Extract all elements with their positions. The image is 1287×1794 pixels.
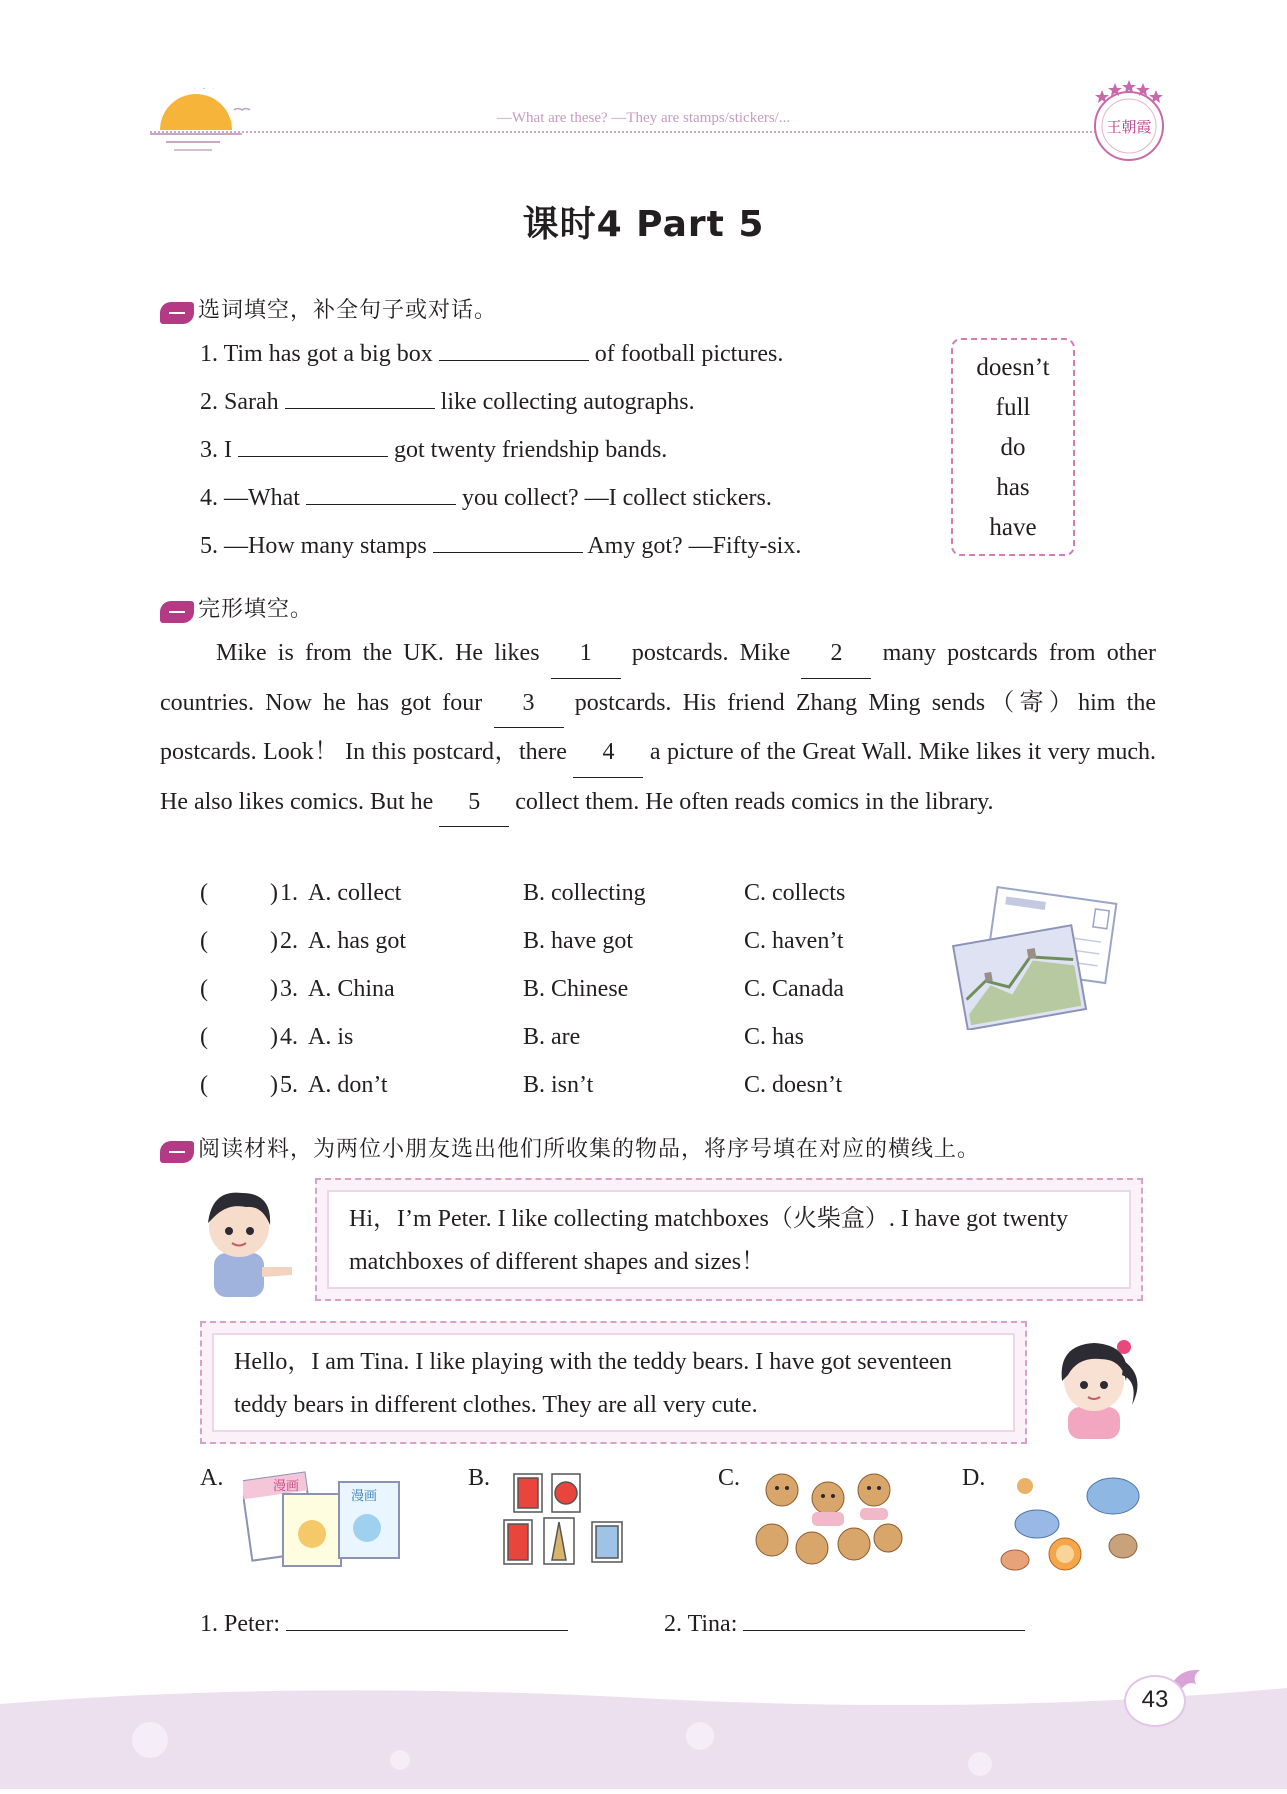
option-c[interactable]: C. haven’t [744, 928, 844, 954]
choice-row-4: ( ) 4 . A. is B. are C. has [200, 1024, 804, 1050]
answer-blank[interactable] [433, 530, 583, 553]
tina-answer-blank[interactable] [743, 1608, 1025, 1631]
cloze-blank-5[interactable]: 5 [439, 778, 509, 828]
tina-speech-text: Hello，I am Tina. I like playing with the teddy bears. I have got seventeen teddy bears in different clothes. They are all very cute. [212, 1333, 1015, 1432]
answer-slot[interactable] [214, 1072, 270, 1100]
answer-blank[interactable] [285, 386, 435, 409]
option-a[interactable]: A. China [308, 976, 395, 1002]
tina-answer-label: 2. Tina: [664, 1611, 738, 1637]
teddy-bears-picture[interactable] [750, 1468, 905, 1573]
cloze-blank-3[interactable]: 3 [494, 679, 564, 729]
section3-heading: 阅读材料，为两位小朋友选出他们所收集的物品，将序号填在对应的横线上。 [198, 1137, 981, 1162]
tina-answer-row [664, 1608, 1025, 1638]
option-c[interactable]: C. doesn’t [744, 1072, 843, 1098]
tina-avatar [1040, 1325, 1150, 1440]
matchboxes-picture[interactable] [500, 1470, 635, 1570]
section-number-badge [160, 302, 194, 324]
page-number: 43 [1124, 1675, 1186, 1727]
fill-sentence-1: 1. Tim has got a big box of football pictures. [200, 338, 783, 368]
section2-header [160, 592, 313, 623]
cloze-blank-2[interactable]: 2 [801, 629, 871, 679]
option-c[interactable]: C. Canada [744, 976, 844, 1002]
answer-slot[interactable] [214, 1024, 270, 1052]
choice-row-2: ( ) 2 . A. has got B. have got C. haven’t [200, 928, 844, 954]
word-bank-item: have [989, 514, 1037, 541]
peter-avatar [192, 1175, 300, 1300]
option-a[interactable]: A. collect [308, 880, 402, 906]
section2-heading: 完形填空。 [198, 597, 314, 622]
publisher-seal-icon [1088, 76, 1170, 166]
peter-answer-blank[interactable] [286, 1608, 568, 1631]
peter-answer-label: 1. Peter: [200, 1611, 280, 1637]
choice-row-3: ( ) 3 . A. China B. Chinese C. Canada [200, 976, 844, 1002]
answer-slot[interactable] [214, 976, 270, 1004]
option-a[interactable]: A. is [308, 1024, 354, 1050]
question-number: 3 [280, 976, 292, 1002]
answer-blank[interactable] [306, 482, 456, 505]
svg-text:漫画: 漫画 [351, 1489, 378, 1504]
word-bank-item: doesn’t [976, 354, 1050, 381]
fill-sentence-3: 3. I got twenty friendship bands. [200, 434, 667, 464]
answer-slot[interactable] [214, 928, 270, 956]
footer-band [0, 1680, 1287, 1789]
option-label-d: D. [962, 1465, 986, 1491]
cloze-passage: Mike is from the UK. He likes 1 postcards. Mike 2 many postcards from other countries. Now he has got four 3 postcards. His friend Zhang Ming sends（寄）him the postcards. Look！ In this postcard，there 4 a picture of the Great Wall. Mike likes it very much. He also likes comics. But he 5 collect them. He often reads comics in the library. [160, 629, 1156, 827]
running-title: —What are these? —They are stamps/stickers/... [496, 110, 791, 126]
fill-sentence-5: 5. —How many stamps Amy got? —Fifty-six. [200, 530, 801, 560]
great-wall-postcard-image [950, 885, 1120, 1030]
option-label-c: C. [718, 1465, 741, 1491]
peter-speech-box [315, 1178, 1143, 1301]
peter-speech-text: Hi，I’m Peter. I like collecting matchboxes（火柴盒）. I have got twenty matchboxes of different shapes and sizes！ [327, 1190, 1131, 1289]
option-b[interactable]: B. collecting [523, 880, 646, 906]
section3-header [160, 1132, 980, 1163]
peter-answer-row [200, 1608, 568, 1638]
answer-blank[interactable] [439, 338, 589, 361]
fill-sentence-2: 2. Sarah like collecting autographs. [200, 386, 695, 416]
option-label-a: A. [200, 1465, 224, 1491]
word-bank-item: has [996, 474, 1030, 501]
choice-row-1: ( ) 1 . A. collect B. collecting C. collects [200, 880, 846, 906]
section1-heading: 选词填空，补全句子或对话。 [198, 298, 498, 323]
section-number-badge [160, 1141, 194, 1163]
cloze-blank-4[interactable]: 4 [573, 728, 643, 778]
animal-toys-picture[interactable] [995, 1468, 1145, 1578]
option-c[interactable]: C. collects [744, 880, 846, 906]
question-number: 1 [280, 880, 292, 906]
option-b[interactable]: B. are [523, 1024, 581, 1050]
section-number-badge [160, 601, 194, 623]
svg-text:王朝霞: 王朝霞 [1106, 118, 1152, 136]
answer-blank[interactable] [238, 434, 388, 457]
choice-row-5: ( ) 5 . A. don’t B. isn’t C. doesn’t [200, 1072, 843, 1098]
header-divider [150, 131, 1100, 133]
fill-sentence-4: 4. —What you collect? —I collect stickers. [200, 482, 772, 512]
cloze-blank-1[interactable]: 1 [551, 629, 621, 679]
option-a[interactable]: A. has got [308, 928, 406, 954]
option-label-b: B. [468, 1465, 491, 1491]
option-b[interactable]: B. have got [523, 928, 633, 954]
option-b[interactable]: B. isn’t [523, 1072, 594, 1098]
question-number: 4 [280, 1024, 292, 1050]
option-c[interactable]: C. has [744, 1024, 804, 1050]
word-bank-item: do [1000, 434, 1026, 461]
answer-slot[interactable] [214, 880, 270, 908]
page-title: 课时4 Part 5 [522, 204, 765, 245]
word-bank [951, 338, 1075, 556]
svg-text:漫画: 漫画 [273, 1479, 300, 1494]
comics-picture[interactable] [243, 1470, 403, 1570]
question-number: 2 [280, 928, 292, 954]
option-b[interactable]: B. Chinese [523, 976, 629, 1002]
tina-speech-box [200, 1321, 1027, 1444]
word-bank-item: full [995, 394, 1031, 421]
question-number: 5 [280, 1072, 292, 1098]
section1-header [160, 293, 497, 324]
option-a[interactable]: A. don’t [308, 1072, 388, 1098]
